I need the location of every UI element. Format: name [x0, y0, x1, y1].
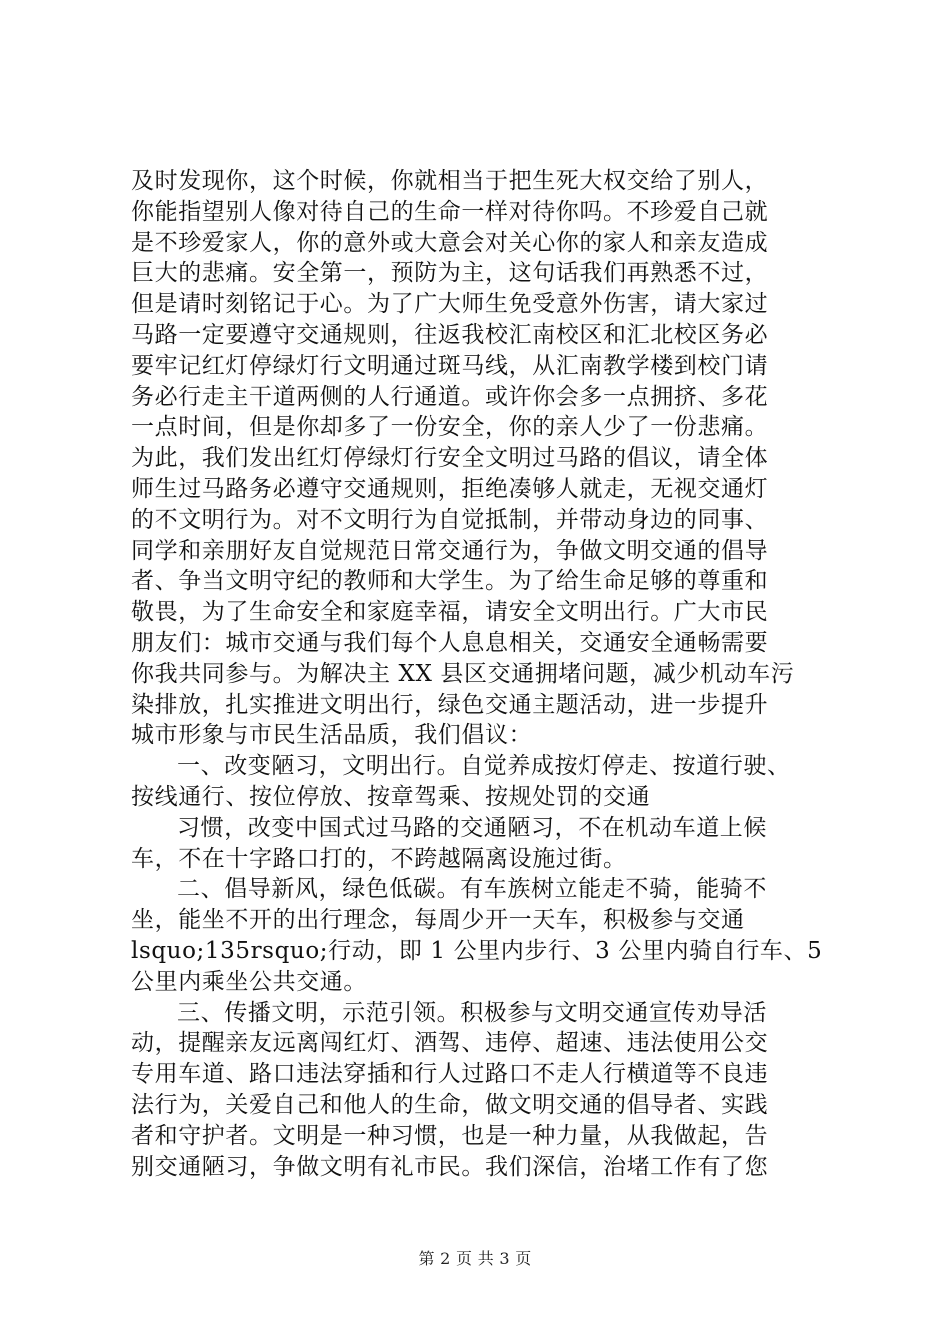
page-footer: 第 2 页 共 3 页 — [418, 1249, 532, 1268]
document-body — [131, 166, 843, 1182]
text-line: 者、争当文明守纪的教师和大学生。为了给生命足够的尊重和 — [131, 568, 769, 595]
text-line: 公里内乘坐公共交通。 — [131, 968, 367, 995]
text-line: 巨大的悲痛。安全第一，预防为主，这句话我们再熟悉不过， — [131, 260, 769, 287]
text-line: 别交通陋习，争做文明有礼市民。我们深信，治堵工作有了您 — [131, 1153, 769, 1180]
text-line: 专用车道、路口违法穿插和行人过路口不走人行横道等不良违 — [131, 1061, 769, 1088]
text-line: 你我共同参与。为解决主 XX 县区交通拥堵问题，减少机动车污 — [131, 660, 795, 687]
text-line: 二、倡导新风，绿色低碳。有车族树立能走不骑，能骑不 — [177, 876, 767, 903]
text-line: 要牢记红灯停绿灯行文明通过斑马线，从汇南教学楼到校门请 — [131, 352, 769, 379]
text-line: 为此，我们发出红灯停绿灯行安全文明过马路的倡议，请全体 — [131, 445, 769, 472]
text-line: 一点时间，但是你却多了一份安全，你的亲人少了一份悲痛。 — [131, 414, 769, 441]
text-line: 及时发现你，这个时候，你就相当于把生死大权交给了别人， — [131, 168, 769, 194]
text-line: 的不文明行为。对不文明行为自觉抵制，并带动身边的同事、 — [131, 506, 769, 533]
text-line: 动，提醒亲友远离闯红灯、酒驾、违停、超速、违法使用公交 — [131, 1030, 769, 1057]
text-line: 同学和亲朋好友自觉规范日常交通行为，争做文明交通的倡导 — [131, 537, 769, 564]
text-line: 染排放，扎实推进文明出行，绿色交通主题活动，进一步提升 — [131, 691, 769, 718]
text-line: 城市形象与市民生活品质，我们倡议： — [131, 722, 533, 749]
text-line: 一、改变陋习，文明出行。自觉养成按灯停走、按道行驶、 — [177, 753, 791, 780]
text-line: 法行为，关爱自己和他人的生命，做文明交通的倡导者、实践 — [131, 1091, 769, 1118]
text-line: 你能指望别人像对待自己的生命一样对待你吗。不珍爱自己就 — [131, 198, 769, 225]
text-line: lsquo;135rsquo;行动，即 1 公里内步行、3 公里内骑自行车、5 — [131, 937, 823, 964]
text-line: 按线通行、按位停放、按章驾乘、按规处罚的交通 — [131, 783, 651, 810]
text-line: 车，不在十字路口打的，不跨越隔离设施过街。 — [131, 845, 627, 872]
text-line: 朋友们：城市交通与我们每个人息息相关，交通安全通畅需要 — [131, 629, 769, 656]
text-line: 习惯，改变中国式过马路的交通陋习，不在机动车道上候 — [177, 814, 767, 841]
text-line: 敬畏，为了生命安全和家庭幸福，请安全文明出行。广大市民 — [131, 599, 769, 626]
text-line: 坐，能坐不开的出行理念，每周少开一天车，积极参与交通 — [131, 907, 745, 934]
text-line: 务必行走主干道两侧的人行通道。或许你会多一点拥挤、多花 — [131, 383, 769, 410]
text-line: 者和守护者。文明是一种习惯，也是一种力量，从我做起，告 — [131, 1122, 769, 1149]
text-line: 师生过马路务必遵守交通规则，拒绝凑够人就走，无视交通灯 — [131, 475, 769, 502]
text-line: 三、传播文明，示范引领。积极参与文明交通宣传劝导活 — [177, 999, 767, 1026]
text-line: 是不珍爱家人，你的意外或大意会对关心你的家人和亲友造成 — [131, 229, 769, 256]
text-line: 马路一定要遵守交通规则，往返我校汇南校区和汇北校区务必 — [131, 321, 769, 348]
text-line: 但是请时刻铭记于心。为了广大师生免受意外伤害，请大家过 — [131, 291, 769, 318]
